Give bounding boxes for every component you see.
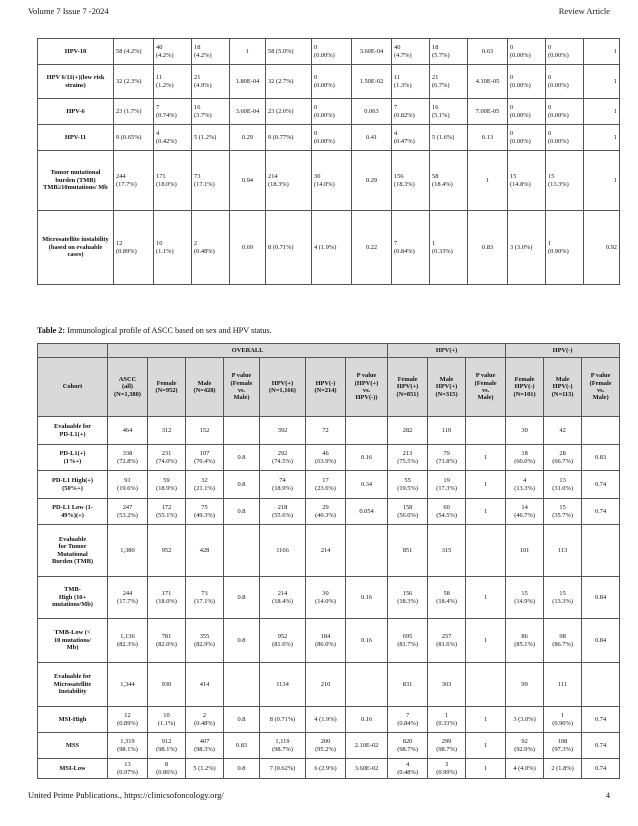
row-label: PD-L1(+) (1%+) — [38, 445, 108, 471]
row-label: Evaluable for Tumor Mutational Burden (TMB) — [38, 525, 108, 577]
table-cell: 6 (2.9%) — [306, 759, 346, 779]
table-cell: 0.8 — [224, 619, 260, 663]
column-header: Female HPV(+) (N=851) — [388, 358, 428, 417]
table-cell: 72 — [306, 417, 346, 445]
table-cell: 1 (0.33%) — [430, 211, 468, 285]
table-row — [38, 211, 620, 285]
table-cell: 58 (4.2%) — [114, 39, 154, 65]
row-label: HPV 6/11(+)(low risk strains) — [38, 65, 114, 99]
table-cell: 214 (18.3%) — [266, 151, 312, 211]
table-cell: 0.69 — [230, 211, 266, 285]
table-cell: 338 (72.8%) — [108, 445, 148, 471]
table-row — [38, 619, 620, 663]
table-cell: 171 (18.0%) — [154, 151, 192, 211]
publisher: United Prime Publications., https://clinicsofoncology.org/ — [28, 790, 224, 800]
table-cell: 4 (13.3%) — [506, 471, 544, 499]
table-row — [38, 663, 620, 707]
table-cell: 8 (0.71%) — [260, 707, 306, 733]
table-cell: 92 (92.9%) — [506, 733, 544, 759]
table-cell: 214 — [306, 525, 346, 577]
table-cell: 1.50E-02 — [352, 65, 392, 99]
table-cell: 13 (31.0%) — [544, 471, 582, 499]
table-cell: 831 — [388, 663, 428, 707]
row-label: Tumor mutational burden (TMB) TMB≥10mutations/ Mb — [38, 151, 114, 211]
table-cell: 0 (0.00%) — [312, 125, 352, 151]
table-cell: 0.29 — [230, 125, 266, 151]
table-cell: 464 — [108, 417, 148, 445]
table-cell: 7 (0.84%) — [388, 707, 428, 733]
table-cell: 32 (2.7%) — [266, 65, 312, 99]
row-label: PD-L1 High(+) (50%+) — [38, 471, 108, 499]
table-cell: 10 (1.1%) — [148, 707, 186, 733]
table-cell: 79 (71.8%) — [428, 445, 466, 471]
table-cell: 1 — [466, 707, 506, 733]
group-empty — [38, 344, 108, 358]
table-cell: 15 (13.3%) — [544, 577, 582, 619]
table-cell: 0.63 — [468, 39, 508, 65]
table-cell: 3.60E-02 — [346, 759, 388, 779]
table-cell: 172 (55.1%) — [148, 499, 186, 525]
table-cell: 0 (0.00%) — [508, 39, 546, 65]
caption-text: Immunological profile of ASCC based on sex and HPV status. — [65, 326, 272, 335]
table-cell: 98 (86.7%) — [544, 619, 582, 663]
table-cell: 0.16 — [346, 577, 388, 619]
table-cell: 23 (2.0%) — [266, 99, 312, 125]
table-cell: 1.80E-04 — [230, 65, 266, 99]
table-cell: 1 (0.90%) — [546, 211, 584, 285]
table-cell: 30 (14.0%) — [306, 577, 346, 619]
group-hpv-positive: HPV(+) — [388, 344, 506, 358]
table-cell: 930 — [148, 663, 186, 707]
table-cell: 1 — [466, 619, 506, 663]
table-cell: 1,344 — [108, 663, 148, 707]
row-label: Evaluable for Microsatellite Instability — [38, 663, 108, 707]
table-cell: 23 (1.7%) — [114, 99, 154, 125]
article-type: Review Article — [558, 6, 610, 16]
table-cell: 312 — [148, 417, 186, 445]
table-cell: 58 (18.4%) — [428, 577, 466, 619]
table-cell: 315 — [428, 525, 466, 577]
table-cell: 1134 — [260, 663, 306, 707]
table-cell: 4.10E-05 — [468, 65, 508, 99]
table-cell: 4 (1.9%) — [312, 211, 352, 285]
group-hpv-negative: HPV(-) — [506, 344, 620, 358]
table-cell: 40 (4.7%) — [392, 39, 430, 65]
table-cell: 32 (2.3%) — [114, 65, 154, 99]
table-cell: 355 (82.9%) — [186, 619, 224, 663]
table-cell: 5 (1.2%) — [192, 125, 230, 151]
table-cell: 18 (5.7%) — [430, 39, 468, 65]
table-cell: 0.8 — [224, 471, 260, 499]
table-cell: 9 (0.65%) — [114, 125, 154, 151]
table-cell: 1 (0.90%) — [544, 707, 582, 733]
column-header: ASCC (all) (N=1,380) — [108, 358, 148, 417]
table-cell: 4 (0.48%) — [388, 759, 428, 779]
table-cell: 14 (46.7%) — [506, 499, 544, 525]
table-cell — [466, 663, 506, 707]
table-cell: 91 (19.6%) — [108, 471, 148, 499]
table-cell: 0.84 — [582, 619, 620, 663]
column-header: P value (HPV(+) vs. HPV(-)) — [346, 358, 388, 417]
table-cell: 1 — [466, 445, 506, 471]
row-label: MSS — [38, 733, 108, 759]
table-cell: 158 (56.0%) — [388, 499, 428, 525]
row-label: MSI-High — [38, 707, 108, 733]
column-header: P value (Female vs. Male) — [224, 358, 260, 417]
group-overall: OVERALL — [108, 344, 388, 358]
column-header: HPV(-) (N=214) — [306, 358, 346, 417]
row-label: MSI-Low — [38, 759, 108, 779]
table-cell: 695 (81.7%) — [388, 619, 428, 663]
table-cell: 1 — [466, 759, 506, 779]
table-cell: 292 (74.5%) — [260, 445, 306, 471]
table-cell: 0.74 — [582, 759, 620, 779]
table-1-continued — [37, 38, 620, 285]
row-label: PD-L1 Low (1- 49%)(+) — [38, 499, 108, 525]
table-cell: 1 — [468, 151, 508, 211]
table-cell: 75 (49.3%) — [186, 499, 224, 525]
table-cell: 0.22 — [352, 211, 392, 285]
table-cell: 171 (18.0%) — [148, 577, 186, 619]
page-footer — [28, 790, 610, 802]
table-cell: 1 — [466, 499, 506, 525]
table-cell: 156 (18.3%) — [388, 577, 428, 619]
table-cell: 0.83 — [468, 211, 508, 285]
table-cell: 28 (66.7%) — [544, 445, 582, 471]
table-cell: 58 (5.0%) — [266, 39, 312, 65]
table-cell: 73 (17.1%) — [186, 577, 224, 619]
table-cell: 7 (0.82%) — [392, 99, 430, 125]
column-header: Cohort — [38, 358, 108, 417]
table-cell — [466, 525, 506, 577]
table-cell: 0.29 — [352, 151, 392, 211]
table-cell: 200 (95.2%) — [306, 733, 346, 759]
table-cell: 0.8 — [224, 499, 260, 525]
column-header: Male HPV(-) (N=113) — [544, 358, 582, 417]
table-cell: 0.8 — [224, 445, 260, 471]
table-cell: 86 (85.1%) — [506, 619, 544, 663]
row-label: HPV-18 — [38, 39, 114, 65]
table-cell: 7 (0.84%) — [392, 211, 430, 285]
table-cell: 1,319 (98.1%) — [108, 733, 148, 759]
table-row — [38, 417, 620, 445]
table-row — [38, 445, 620, 471]
table-cell: 101 — [506, 525, 544, 577]
table-row — [38, 471, 620, 499]
table-cell: 0 (0.00%) — [546, 125, 584, 151]
table-cell: 851 — [388, 525, 428, 577]
table-row — [38, 525, 620, 577]
table-cell: 1 — [230, 39, 266, 65]
table-cell: 303 — [428, 663, 466, 707]
table-cell — [466, 417, 506, 445]
table-cell: 952 (81.6%) — [260, 619, 306, 663]
table-cell: 4 (1.9%) — [306, 707, 346, 733]
table-cell — [224, 525, 260, 577]
table-cell: 12 (0.89%) — [114, 211, 154, 285]
table-cell: 0 (0.00%) — [546, 39, 584, 65]
table-cell: 107 (70.4%) — [186, 445, 224, 471]
table-cell: 1,119 (98.7%) — [260, 733, 306, 759]
journal-volume: Volume 7 Issue 7 -2024 — [28, 6, 109, 16]
table-cell: 781 (82.0%) — [148, 619, 186, 663]
column-header: Female (N=952) — [148, 358, 186, 417]
table-cell: 218 (55.6%) — [260, 499, 306, 525]
table-cell: 0.41 — [352, 125, 392, 151]
table-row — [38, 99, 620, 125]
table-cell: 42 — [544, 417, 582, 445]
table-cell: 5 (1.2%) — [186, 759, 224, 779]
table-cell: 407 (98.3%) — [186, 733, 224, 759]
table-cell: 231 (74.0%) — [148, 445, 186, 471]
table-cell: 29 (40.3%) — [306, 499, 346, 525]
table-cell — [346, 525, 388, 577]
table-cell — [346, 417, 388, 445]
table-row — [38, 151, 620, 211]
table-cell: 184 (86.0%) — [306, 619, 346, 663]
table-cell: 30 (14.0%) — [312, 151, 352, 211]
table-cell: 156 (18.3%) — [392, 151, 430, 211]
table-cell: 21 (4.9%) — [192, 65, 230, 99]
table-cell: 2 (0.48%) — [192, 211, 230, 285]
table-cell: 8 (0.71%) — [266, 211, 312, 285]
table-cell: 392 — [260, 417, 306, 445]
table-cell: 11 (1.2%) — [154, 65, 192, 99]
table-cell: 0 (0.00%) — [508, 125, 546, 151]
table-cell: 8 (0.86%) — [148, 759, 186, 779]
page-number: 4 — [605, 790, 610, 800]
table-cell: 0.8 — [224, 759, 260, 779]
table-row — [38, 499, 620, 525]
table-cell: 60 (54.5%) — [428, 499, 466, 525]
table-cell: 19 (17.3%) — [428, 471, 466, 499]
table-cell — [582, 525, 620, 577]
table-cell: 17 (23.6%) — [306, 471, 346, 499]
table-cell: 73 (17.1%) — [192, 151, 230, 211]
table-row — [38, 759, 620, 779]
table-cell: 3 (3.0%) — [506, 707, 544, 733]
table-cell: 0 (0.00%) — [546, 99, 584, 125]
row-label: HPV-11 — [38, 125, 114, 151]
table-cell: 257 (81.6%) — [428, 619, 466, 663]
table-row — [38, 125, 620, 151]
table-cell: 282 — [388, 417, 428, 445]
table-cell: 0.8 — [224, 577, 260, 619]
table-cell: 59 (18.9%) — [148, 471, 186, 499]
table-cell: 113 — [544, 525, 582, 577]
table-cell: 5 (1.6%) — [430, 125, 468, 151]
table-cell: 110 — [428, 417, 466, 445]
table-cell: 3 (0.99%) — [428, 759, 466, 779]
table-cell — [224, 663, 260, 707]
table-cell: 0.74 — [582, 733, 620, 759]
table-cell: 3.60E-04 — [230, 99, 266, 125]
table-cell — [582, 663, 620, 707]
table-row — [38, 65, 620, 99]
table-cell: 0.34 — [346, 471, 388, 499]
table-cell: 15 (14.8%) — [508, 151, 546, 211]
table-cell: 1 — [466, 471, 506, 499]
table-cell: 0.83 — [224, 733, 260, 759]
table-cell: 7 (0.74%) — [154, 99, 192, 125]
table-cell: 299 (98.7%) — [428, 733, 466, 759]
table-cell: 1 — [466, 733, 506, 759]
table-cell: 0.8 — [224, 707, 260, 733]
table-cell: 12 (0.89%) — [108, 707, 148, 733]
table-cell: 30 — [506, 417, 544, 445]
row-label: TMB-Low (< 10 mutations/ Mb) — [38, 619, 108, 663]
row-label: Microsatellite instability (based on evaluable cases) — [38, 211, 114, 285]
table-cell — [346, 663, 388, 707]
table-cell: 13 (0.97%) — [108, 759, 148, 779]
table-cell: 1 (0.33%) — [428, 707, 466, 733]
table-cell — [582, 417, 620, 445]
table-cell: 213 (75.5%) — [388, 445, 428, 471]
table-cell: 3 (3.0%) — [508, 211, 546, 285]
table-cell: 18 (60.0%) — [506, 445, 544, 471]
table-cell: 55 (19.5%) — [388, 471, 428, 499]
table-cell: 247 (53.2%) — [108, 499, 148, 525]
table-cell: 0.16 — [346, 445, 388, 471]
table-cell: 11 (1.3%) — [392, 65, 430, 99]
column-header: P value (Female vs. Male) — [582, 358, 620, 417]
table-cell: 0 (0.00%) — [508, 99, 546, 125]
table-cell: 1 — [584, 125, 620, 151]
table-cell: 0.16 — [346, 619, 388, 663]
table-cell: 244 (17.7%) — [114, 151, 154, 211]
table-cell: 10 (1.1%) — [154, 211, 192, 285]
table-cell: 0.054 — [346, 499, 388, 525]
table-cell: 1166 — [260, 525, 306, 577]
table-cell: 0.74 — [582, 499, 620, 525]
page-header — [28, 6, 610, 18]
table-cell: 32 (21.1%) — [186, 471, 224, 499]
row-label: Evaluable for PD-L1(+) — [38, 417, 108, 445]
table-cell: 74 (18.9%) — [260, 471, 306, 499]
table-cell: 1 — [584, 151, 620, 211]
table-cell: 0.13 — [468, 125, 508, 151]
table-cell: 18 (4.2%) — [192, 39, 230, 65]
table-cell: 58 (18.4%) — [430, 151, 468, 211]
column-header: P value (Female vs. Male) — [466, 358, 506, 417]
column-header: HPV(+) (N=1,166) — [260, 358, 306, 417]
table-cell: 9 (0.77%) — [266, 125, 312, 151]
table-cell: 4 (0.42%) — [154, 125, 192, 151]
table-cell: 0 (0.00%) — [312, 99, 352, 125]
table-cell: 0 (0.00%) — [312, 39, 352, 65]
table-cell: 1,136 (82.3%) — [108, 619, 148, 663]
column-header: Male HPV(+) (N=315) — [428, 358, 466, 417]
table-cell: 99 — [506, 663, 544, 707]
table-cell: 952 — [148, 525, 186, 577]
table-cell: 1,380 — [108, 525, 148, 577]
table-cell: 16 (5.1%) — [430, 99, 468, 125]
table-cell: 428 — [186, 525, 224, 577]
table-cell: 214 (18.4%) — [260, 577, 306, 619]
table-cell: 0.74 — [582, 471, 620, 499]
table-cell: 1 — [584, 65, 620, 99]
table-cell: 111 — [544, 663, 582, 707]
row-label: TMB- High (10+ mutations/Mb) — [38, 577, 108, 619]
table-cell: 1 — [584, 39, 620, 65]
table-2-caption — [37, 326, 272, 335]
table-cell: 152 — [186, 417, 224, 445]
table-cell: 4 (4.0%) — [506, 759, 544, 779]
table-cell: 820 (98.7%) — [388, 733, 428, 759]
table-cell: 15 (14.9%) — [506, 577, 544, 619]
table-cell: 3.60E-04 — [352, 39, 392, 65]
table-cell: 244 (17.7%) — [108, 577, 148, 619]
column-header: Female HPV(-) (N=101) — [506, 358, 544, 417]
row-label: HPV-6 — [38, 99, 114, 125]
table-cell: 0.063 — [352, 99, 392, 125]
table-cell: 46 (63.9%) — [306, 445, 346, 471]
table-cell: 7 (0.62%) — [260, 759, 306, 779]
table-cell — [224, 417, 260, 445]
table-cell: 15 (35.7%) — [544, 499, 582, 525]
table-cell: 912 (98.1%) — [148, 733, 186, 759]
table-cell: 1 — [584, 99, 620, 125]
table-row — [38, 707, 620, 733]
table-cell: 15 (13.3%) — [546, 151, 584, 211]
table-cell: 414 — [186, 663, 224, 707]
table-cell: 7.00E-05 — [468, 99, 508, 125]
table-cell: 40 (4.2%) — [154, 39, 192, 65]
table-cell: 1 — [466, 577, 506, 619]
table-cell: 2 (0.48%) — [186, 707, 224, 733]
table-cell: 16 (3.7%) — [192, 99, 230, 125]
caption-label: Table 2: — [37, 326, 66, 335]
column-header: Male (N=428) — [186, 358, 224, 417]
table-cell: 0.84 — [582, 577, 620, 619]
table-row — [38, 733, 620, 759]
table-cell: 0 (0.00%) — [312, 65, 352, 99]
table-cell: 210 — [306, 663, 346, 707]
table-cell: 0.83 — [582, 445, 620, 471]
table-cell: 0.74 — [582, 707, 620, 733]
table-row — [38, 39, 620, 65]
table-cell: 4 (0.47%) — [392, 125, 430, 151]
table-cell: 21 (6.7%) — [430, 65, 468, 99]
table-cell: 0.94 — [230, 151, 266, 211]
table-cell: 2.10E-02 — [346, 733, 388, 759]
table-cell: 0 (0.00%) — [508, 65, 546, 99]
table-cell: 0.92 — [584, 211, 620, 285]
table-cell: 2 (1.8%) — [544, 759, 582, 779]
table-cell: 0 (0.00%) — [546, 65, 584, 99]
table-cell: 0.16 — [346, 707, 388, 733]
table-cell: 108 (97.3%) — [544, 733, 582, 759]
table-row — [38, 577, 620, 619]
table-2 — [37, 343, 620, 779]
